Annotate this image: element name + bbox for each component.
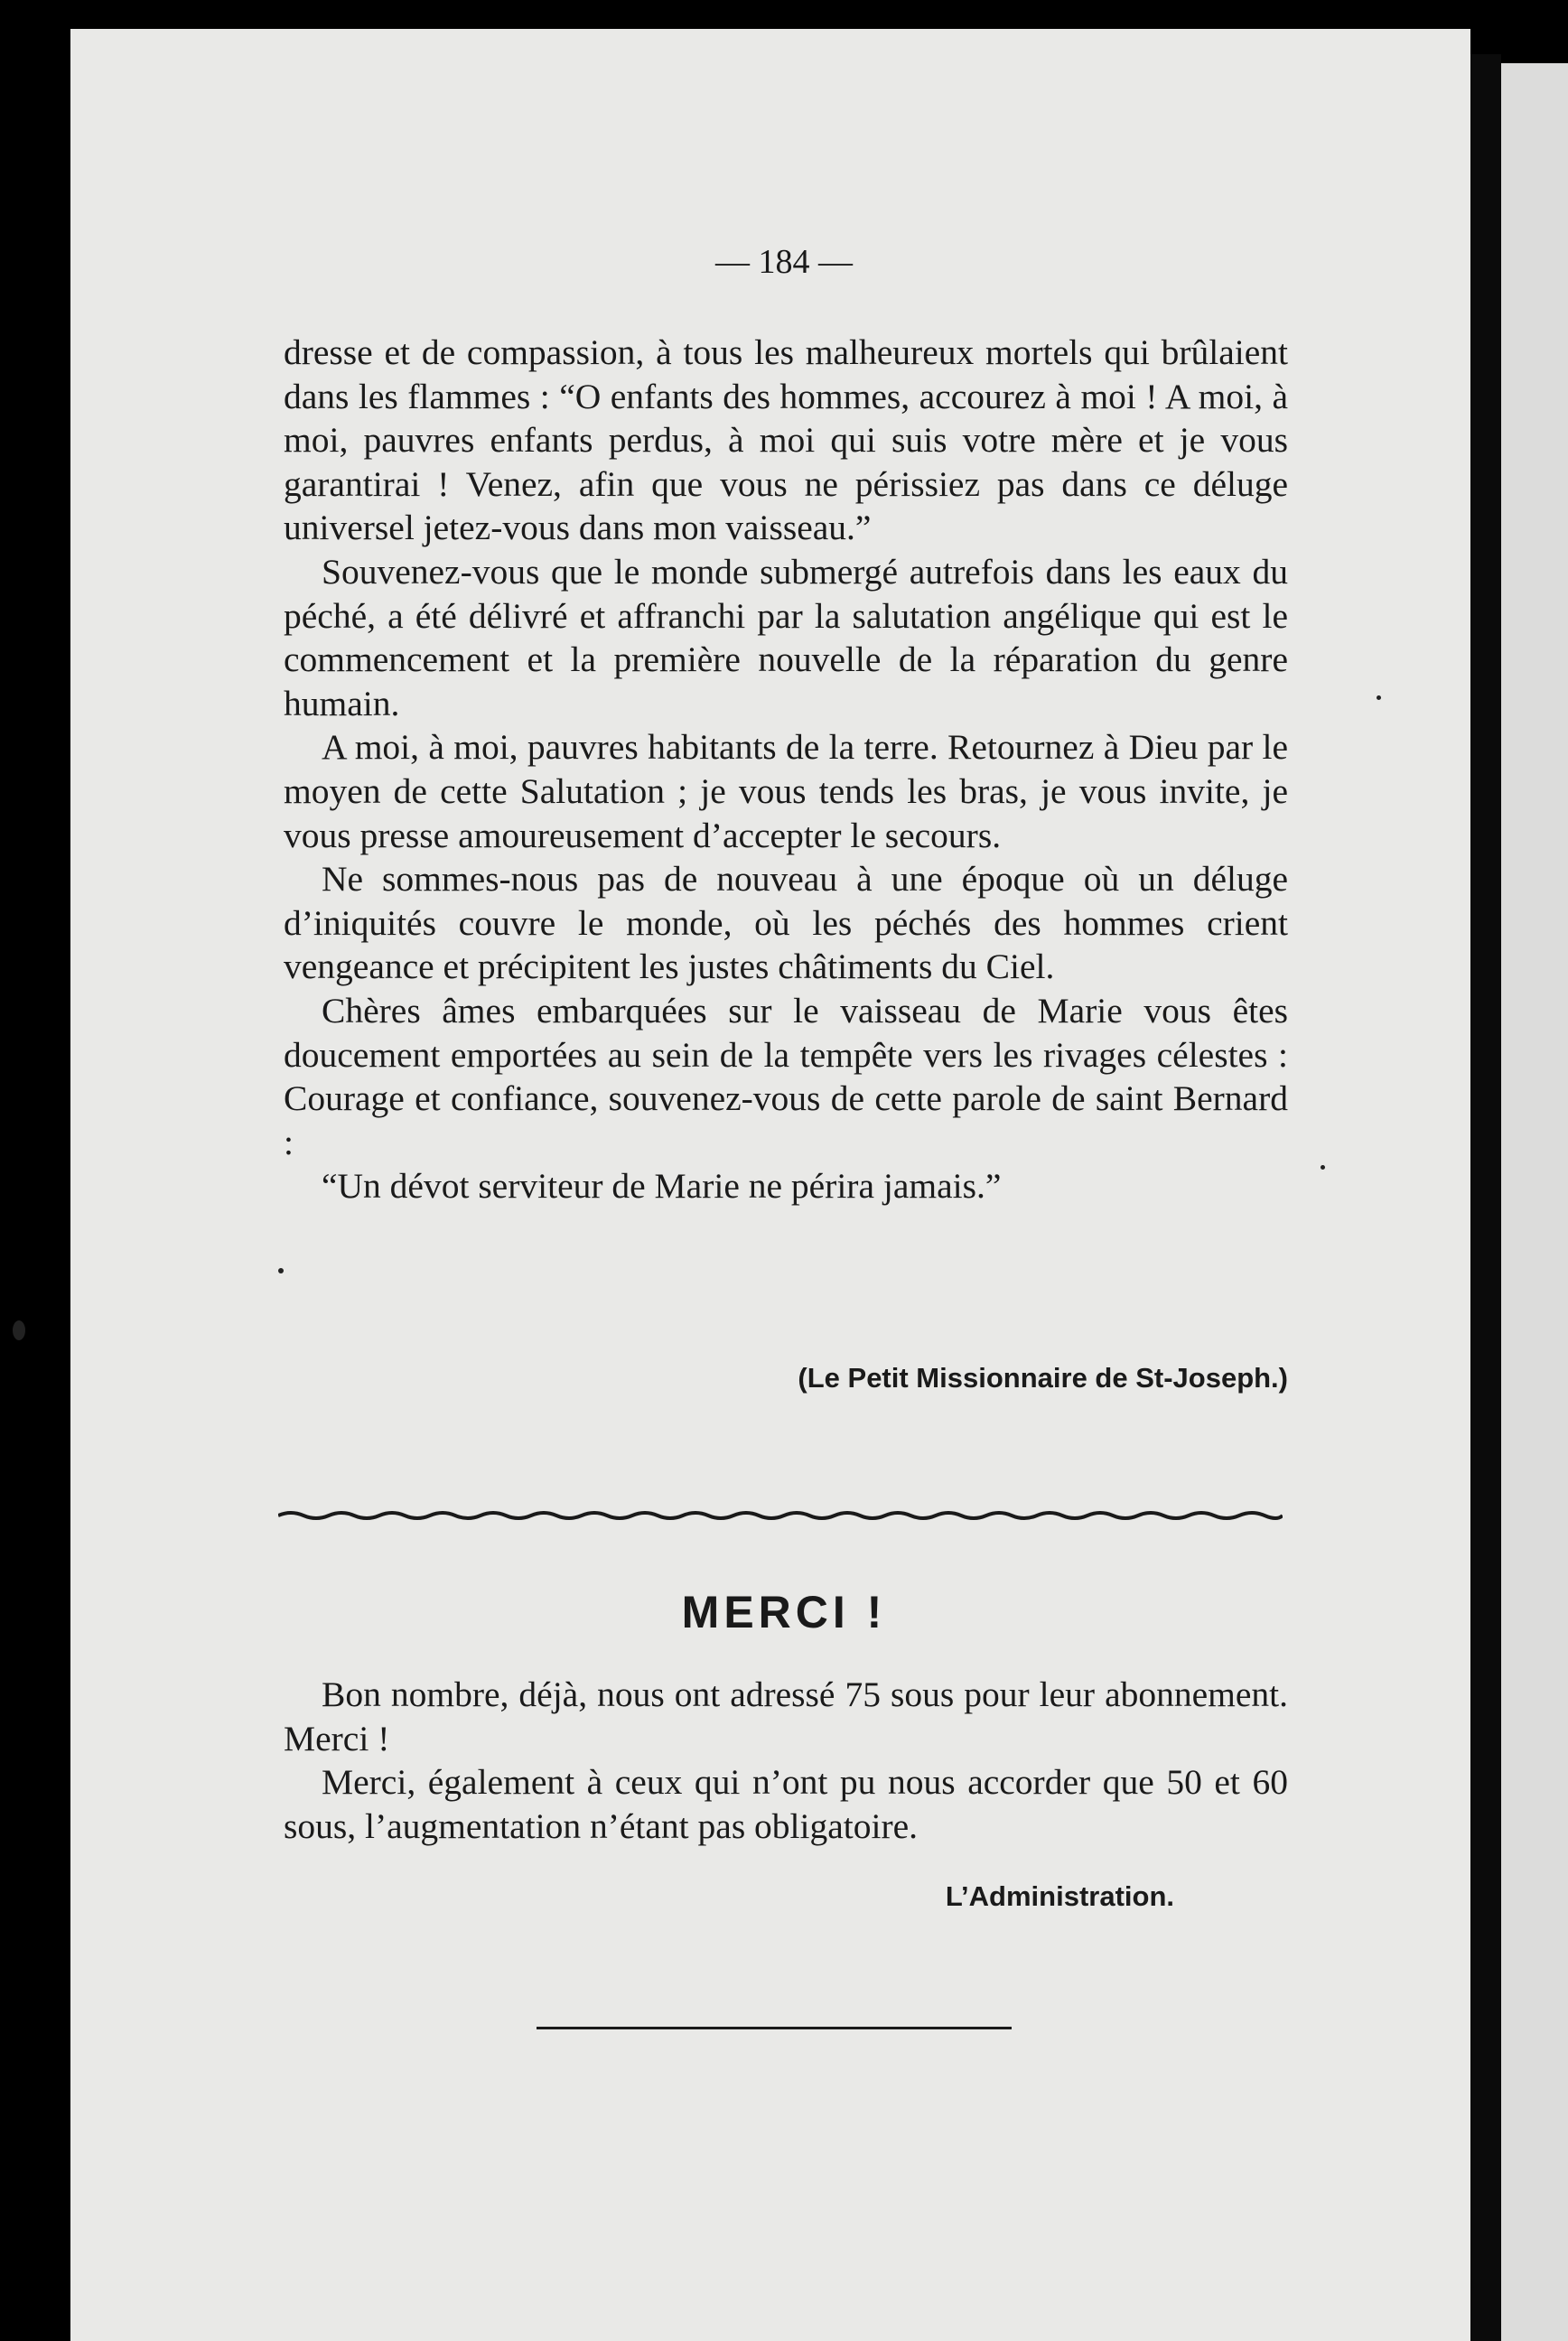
article-attribution: (Le Petit Missionnaire de St-Joseph.) <box>798 1362 1288 1394</box>
notice-paragraph: Bon nombre, déjà, nous ont adressé 75 sous pour leur abonnement. Merci ! <box>284 1674 1288 1758</box>
article-paragraph: Ne sommes-nous pas de nouveau à une époque où un déluge d’iniquités couvre le monde, où les péchés des hommes crient vengeance et précipitent les justes châtiments du Ciel. <box>284 859 1288 987</box>
scan-speck <box>1377 695 1381 700</box>
article-body <box>284 331 1288 1208</box>
notice-heading: MERCI ! <box>681 1587 887 1637</box>
article-paragraph: dresse et de compassion, à tous les malheureux mortels qui brûlaient dans les flammes : “O enfants des hommes, accourez à moi ! A moi, à moi, pauvres enfants perdus, à moi qui suis votre mère et je vous garantirai ! Venez, afin que vous ne périssiez pas dans ce déluge universel jetez-vous dans mon vaisseau.” <box>284 332 1288 548</box>
wavy-divider <box>278 1505 1283 1526</box>
bottom-rule <box>537 2027 1012 2029</box>
page-number: — 184 — <box>715 243 853 281</box>
scan-speck <box>13 1320 25 1340</box>
binding-edge <box>1470 54 1501 2341</box>
facing-page-edge <box>1501 63 1568 2341</box>
scan-speck <box>1321 1165 1325 1170</box>
notice-body <box>284 1673 1288 1848</box>
notice-paragraph: Merci, également à ceux qui n’ont pu nous accorder que 50 et 60 sous, l’augmentation n’étant pas obligatoire. <box>284 1762 1288 1846</box>
notice-signature: L’Administration. <box>945 1880 1174 1912</box>
article-paragraph: Souvenez-vous que le monde submergé autrefois dans les eaux du péché, a été délivré et affranchi par la salutation angélique qui est le commencement et la première nouvelle de la réparation du genre humain. <box>284 551 1288 723</box>
scan-speck <box>278 1268 284 1273</box>
article-paragraph: “Un dévot serviteur de Marie ne périra jamais.” <box>322 1166 1002 1207</box>
article-paragraph: Chères âmes embarquées sur le vaisseau de Marie vous êtes doucement emportées au sein de la tempête vers les rivages célestes : Courage et confiance, souvenez-vous de cette parole de saint Bernard : <box>284 990 1288 1162</box>
article-paragraph: A moi, à moi, pauvres habitants de la terre. Retournez à Dieu par le moyen de cette Salutation ; je vous tends les bras, je vous invite, je vous presse amoureusement d’accepter le secours. <box>284 727 1288 855</box>
